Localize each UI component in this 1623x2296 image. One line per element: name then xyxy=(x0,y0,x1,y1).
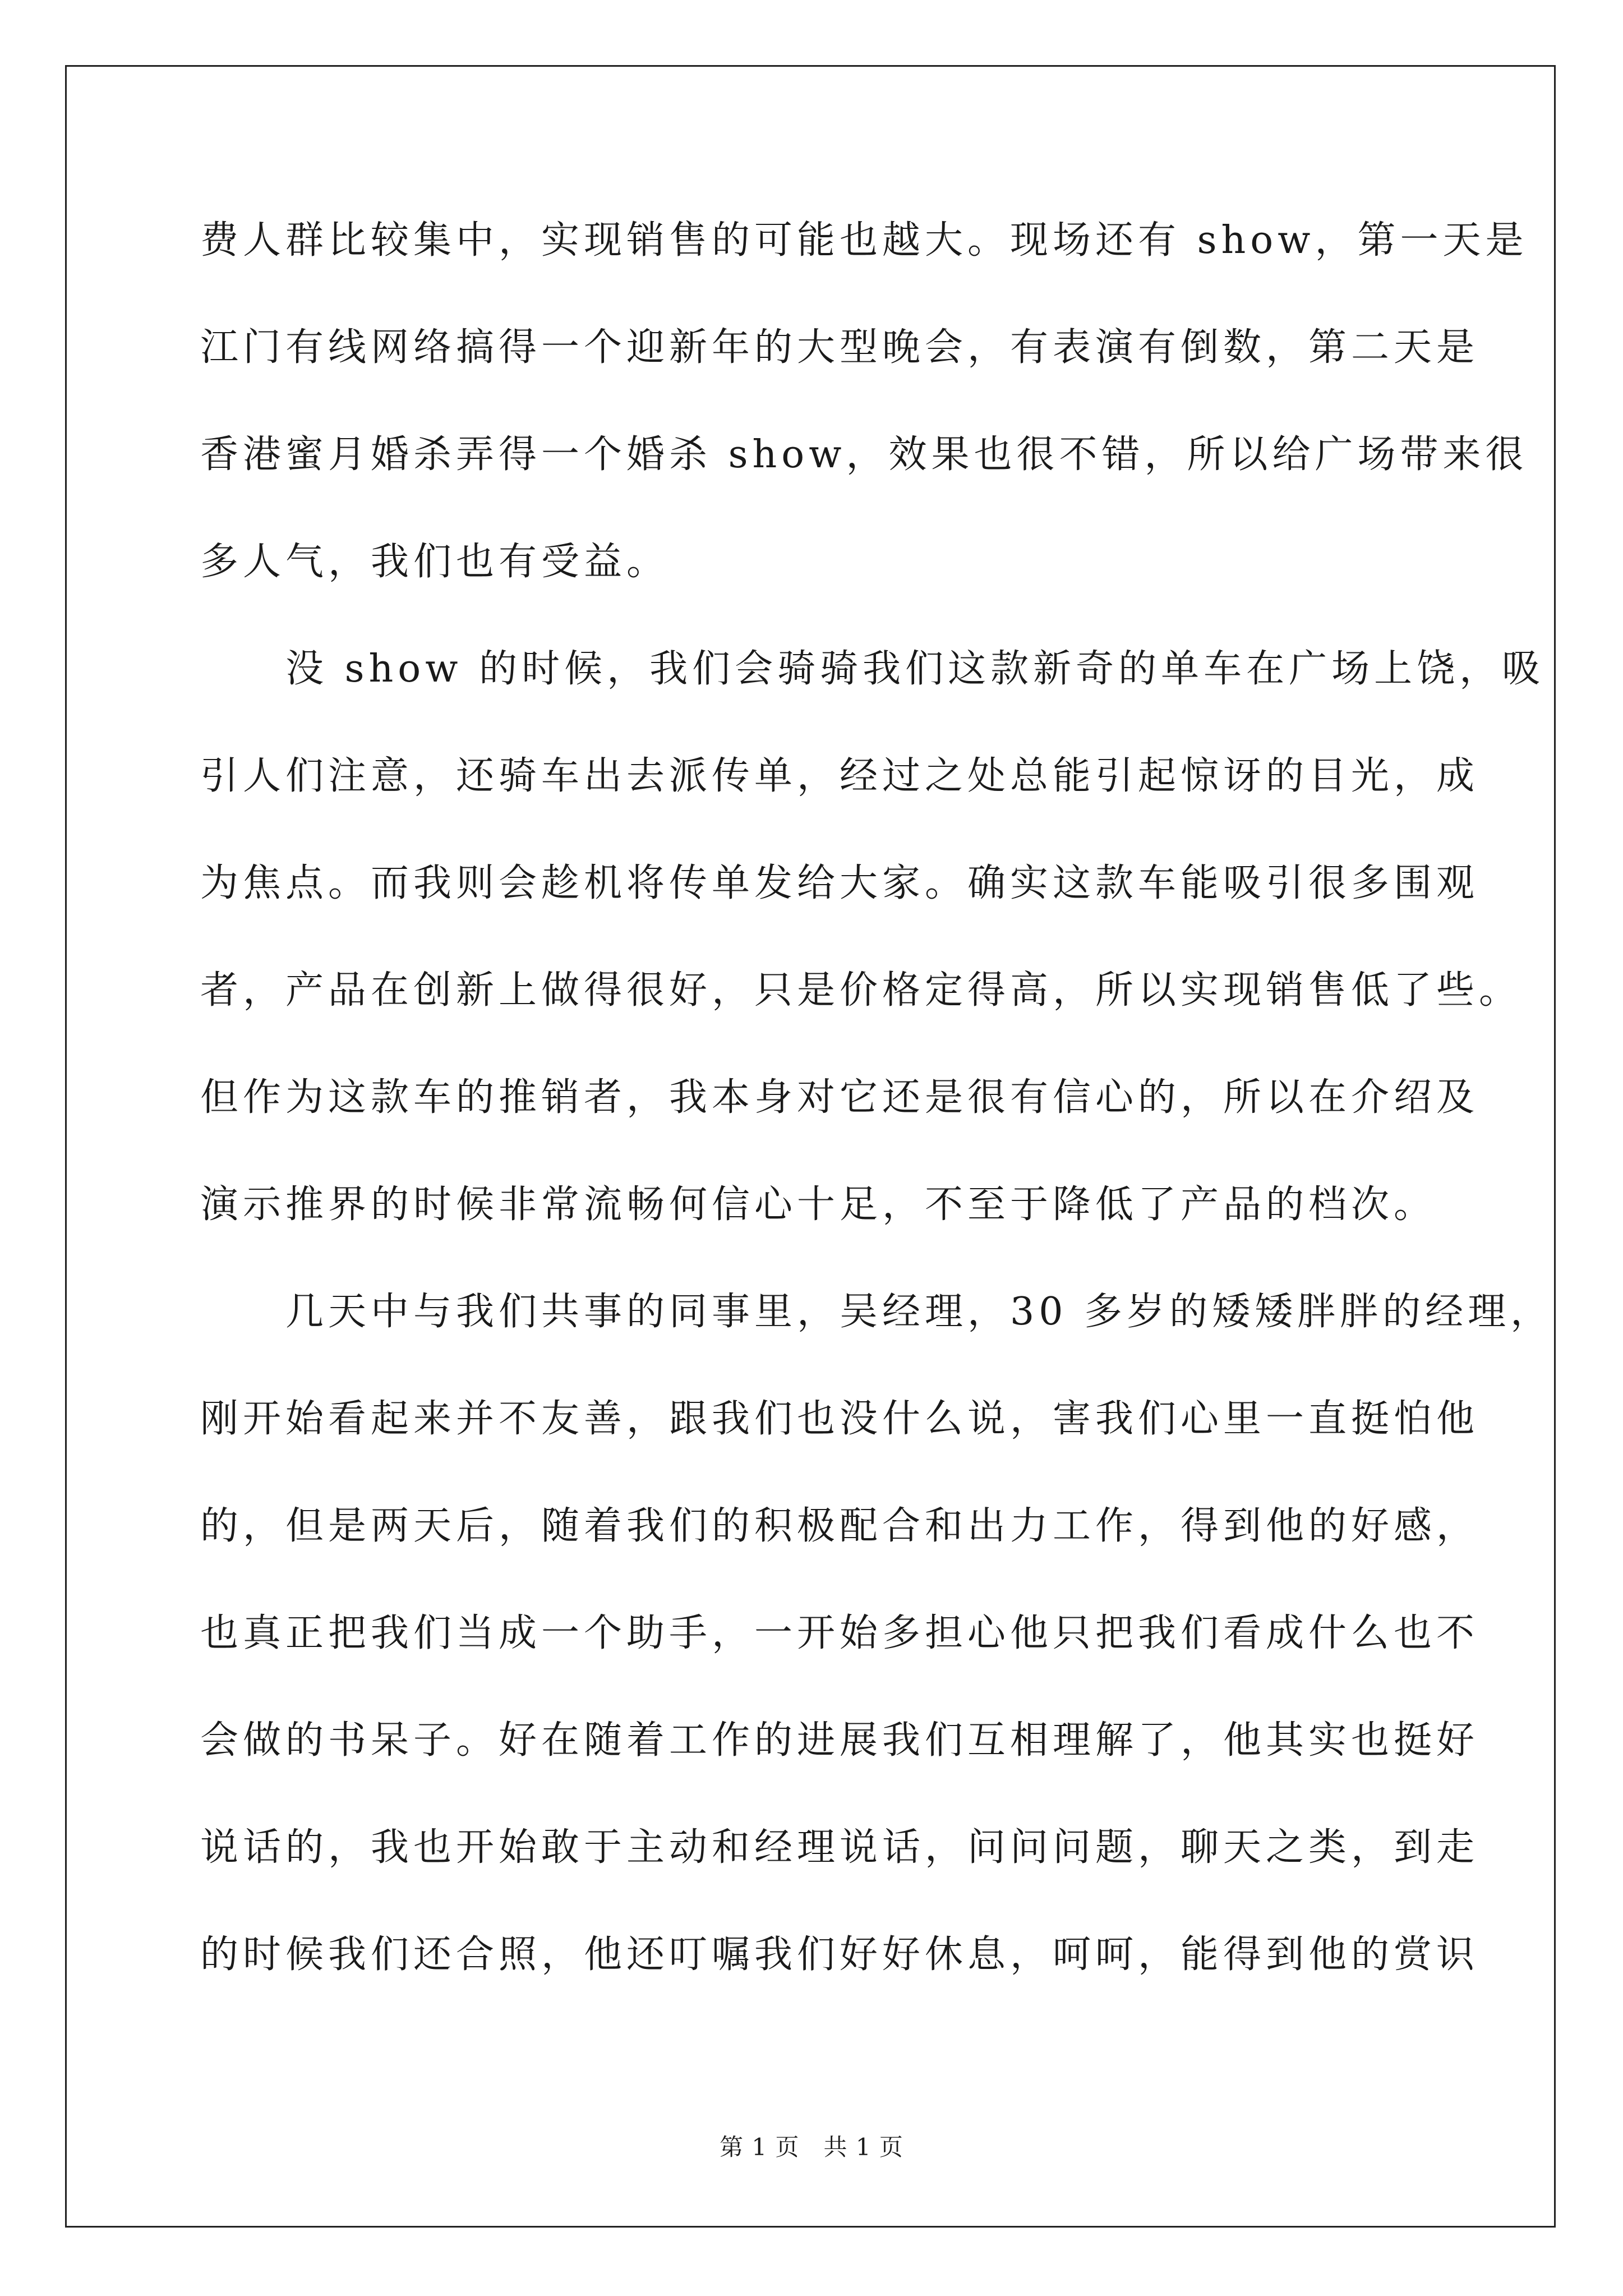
text-line: 为焦点。而我则会趁机将传单发给大家。确实这款车能吸引很多围观 xyxy=(200,861,1479,905)
text-line: 没 show 的时候，我们会骑骑我们这款新奇的单车在广场上饶，吸 xyxy=(200,647,1545,691)
text-line: 的时候我们还合照，他还叮嘱我们好好休息，呵呵，能得到他的赏识 xyxy=(200,1932,1479,1977)
text-line: 引人们注意，还骑车出去派传单，经过之处总能引起惊讶的目光，成 xyxy=(200,754,1479,798)
text-line: 会做的书呆子。好在随着工作的进展我们互相理解了，他其实也挺好 xyxy=(200,1718,1479,1763)
page-footer xyxy=(0,2129,1623,2162)
text-line: 的，但是两天后，随着我们的积极配合和出力工作，得到他的好感， xyxy=(200,1504,1479,1548)
text-line: 香港蜜月婚杀弄得一个婚杀 show，效果也很不错，所以给广场带来很 xyxy=(200,432,1528,477)
text-line: 多人气，我们也有受益。 xyxy=(200,540,670,584)
document-body xyxy=(200,216,1553,2037)
text-line: 者，产品在创新上做得很好，只是价格定得高，所以实现销售低了些。 xyxy=(200,968,1522,1013)
text-line: 也真正把我们当成一个助手，一开始多担心他只把我们看成什么也不 xyxy=(200,1611,1479,1655)
page-number: 第 1 页 共 1 页 xyxy=(720,2133,903,2161)
text-line: 几天中与我们共事的同事里，吴经理，30 多岁的矮矮胖胖的经理， xyxy=(200,1290,1553,1334)
text-line: 但作为这款车的推销者，我本身对它还是很有信心的，所以在介绍及 xyxy=(200,1075,1479,1120)
text-line: 说话的，我也开始敢于主动和经理说话，问问问题，聊天之类，到走 xyxy=(200,1825,1479,1870)
text-line: 费人群比较集中，实现销售的可能也越大。现场还有 show，第一天是 xyxy=(200,218,1528,263)
text-line: 江门有线网络搞得一个迎新年的大型晚会，有表演有倒数，第二天是 xyxy=(200,325,1479,370)
text-line: 刚开始看起来并不友善，跟我们也没什么说，害我们心里一直挺怕他 xyxy=(200,1397,1479,1441)
text-line: 演示推界的时候非常流畅何信心十足，不至于降低了产品的档次。 xyxy=(200,1182,1437,1227)
